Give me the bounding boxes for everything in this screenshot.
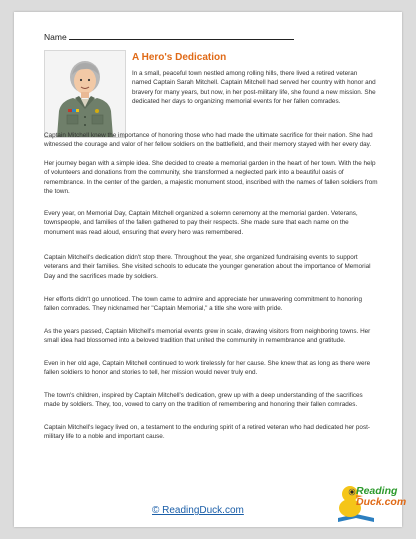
story-title: A Hero's Dedication <box>132 52 227 63</box>
worksheet-page <box>14 12 407 527</box>
name-field-row <box>44 32 294 42</box>
story-paragraph-4: Every year, on Memorial Day, Captain Mitchell organized a solemn ceremony at the memorial garden. Veterans, townspeople, and families of the fallen gathered to pay their respects. She made sure that each name on the monument was read aloud, ensuring that every hero was remembered. <box>44 210 358 236</box>
story-paragraph-1: In a small, peaceful town nestled among rolling hills, there lived a retired veteran named Captain Sarah Mitchell. Captain Mitchell had served her country with honor and bravery for many years, but now, in her post-military life, she found a new mission. She dedicated her days to organizing memorial events for her fallen comrades. <box>132 70 376 106</box>
story-paragraph-5: Captain Mitchell's dedication didn't stop there. Throughout the year, she organized fundraising events to support veterans and their families. She visited schools to educate the younger generation about the importance of Memorial Day and the sacrifices made by soldiers. <box>44 254 371 280</box>
story-paragraph-9: The town's children, inspired by Captain Mitchell's dedication, grew up with a deep understanding of the sacrifices made by soldiers. They, too, vowed to carry on the tradition of remembering and honoring their fallen comrades. <box>44 392 363 409</box>
veteran-illustration <box>45 51 125 137</box>
story-paragraph-2: Captain Mitchell knew the importance of honoring those who had made the ultimate sacrifice for their nation. She had witnessed the courage and valor of her fellow soldiers on the battlefield, and their memory stayed with her every day. <box>44 132 373 149</box>
veteran-portrait <box>44 50 126 138</box>
readingduck-link[interactable]: © ReadingDuck.com <box>152 505 244 516</box>
logo-line-2: Duck.com <box>356 496 407 508</box>
story-paragraph-10: Captain Mitchell's legacy lived on, a testament to the enduring spirit of a retired veteran who had dedicated her post-military life to a noble and important cause. <box>44 424 370 441</box>
story-paragraph-8: Even in her old age, Captain Mitchell continued to work tirelessly for her cause. She knew that as long as there were fallen soldiers to honor and stories to tell, her mission would never truly end. <box>44 360 371 377</box>
story-paragraph-7: As the years passed, Captain Mitchell's memorial events grew in scale, drawing visitors from neighboring towns. Her small idea had blossomed into a beloved tradition that united the community in remembrance and gratitude. <box>44 328 371 345</box>
story-paragraph-6: Her efforts didn't go unnoticed. The town came to admire and appreciate her unwavering commitment to honoring fallen comrades. They nicknamed her "Captain Memorial," a title she wore with pride. <box>44 296 362 313</box>
name-label: Name <box>44 32 67 42</box>
readingduck-logo <box>336 478 407 524</box>
story-paragraph-3: Her journey began with a simple idea. She decided to create a memorial garden in the heart of her town. With the help of volunteers and donations from the community, she transformed a neglected park into a beautiful oasis of remembrance. In the center of the garden, a majestic monument stood, inscribed with the names of fallen soldiers from the town. <box>44 160 378 196</box>
logo-line-1: Reading <box>356 485 398 497</box>
logo-wordmark <box>356 486 406 508</box>
name-line[interactable] <box>69 39 294 40</box>
